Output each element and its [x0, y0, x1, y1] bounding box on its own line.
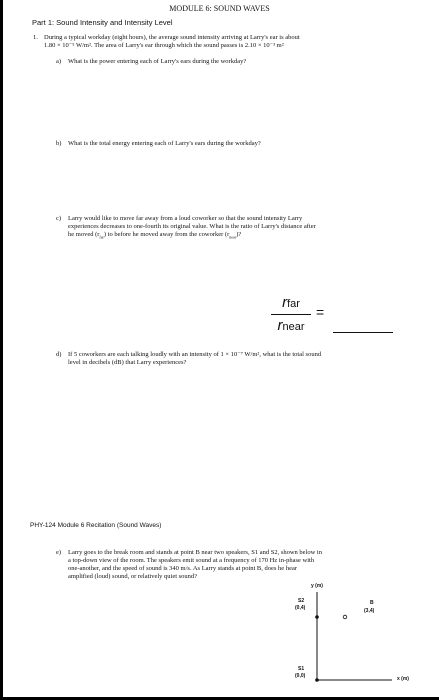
qa-text: What is the power entering each of Larry's ears during the workday? [68, 58, 247, 65]
qc-line3b: ) to before he moved away from the coworker (r [103, 231, 230, 238]
qe-line2: a top-down view of the room. The speakers emit sound at a frequency of 170 Hz in-phase with [68, 557, 315, 564]
ratio-denominator: rnear [277, 317, 305, 334]
qc-line3c: )? [236, 231, 242, 238]
qb-label: b) [56, 140, 62, 147]
s1-coords: (0,0) [295, 673, 306, 679]
qc-line3a: he moved (r [68, 231, 100, 238]
part-title: Part 1: Sound Intensity and Intensity Level [32, 18, 173, 27]
q1-line2: 1.80 × 10⁻⁵ W/m². The area of Larry's ear through which the sound passes is 2.10 × 10⁻³ m² [44, 42, 284, 49]
section2-title: PHY-124 Module 6 Recitation (Sound Waves) [30, 522, 162, 529]
qc-label: c) [56, 215, 62, 222]
s2-point [315, 615, 319, 619]
qa-label: a) [56, 58, 62, 65]
y-axis-label: y (m) [311, 583, 323, 589]
qc-line2: experiences decreases to one-fourth its original value. What is the ratio of Larry's distance after [68, 223, 316, 230]
qe-line4: amplified (loud) sound, or relatively quiet sound? [68, 573, 198, 580]
qc-line1: Larry would like to move far away from a loud coworker so that the sound intensity Larry [68, 215, 303, 222]
x-axis-label: x (m) [397, 676, 409, 682]
b-coords: (3,4) [364, 608, 375, 614]
ratio-numerator: rfar [282, 294, 300, 311]
qe-line1: Larry goes to the break room and stands at point B near two speakers, S1 and S2, shown below in [68, 549, 322, 556]
qb-text: What is the total energy entering each of Larry's ears during the workday? [68, 140, 261, 147]
b-label: B [370, 600, 374, 606]
s2-coords: (0,4) [295, 605, 306, 611]
module-title: MODULE 6: SOUND WAVES [169, 4, 270, 13]
s1-point [315, 678, 319, 682]
b-point [343, 615, 347, 619]
s1-label: S1 [298, 666, 305, 672]
s2-label: S2 [298, 598, 305, 604]
ratio-equals: = [316, 304, 325, 320]
qe-line3: one-another, and the speed of sound is 340 m/s. As Larry stands at point B, does he hear [68, 565, 297, 572]
q1-number: 1. [33, 34, 38, 41]
qe-label: e) [56, 549, 62, 556]
q1-line1: During a typical workday (eight hours), the average sound intensity arriving at Larry's ear is about [44, 34, 300, 41]
qd-label: d) [56, 351, 62, 358]
qd-line2: level in decibels (dB) that Larry experiences? [68, 359, 187, 366]
qc-sub-near: near [229, 234, 237, 240]
qd-line1: If 5 coworkers are each talking loudly with an intensity of 1 × 10⁻⁷ W/m², what is the total sound [68, 351, 322, 358]
qc-sub-far: far [99, 234, 104, 240]
